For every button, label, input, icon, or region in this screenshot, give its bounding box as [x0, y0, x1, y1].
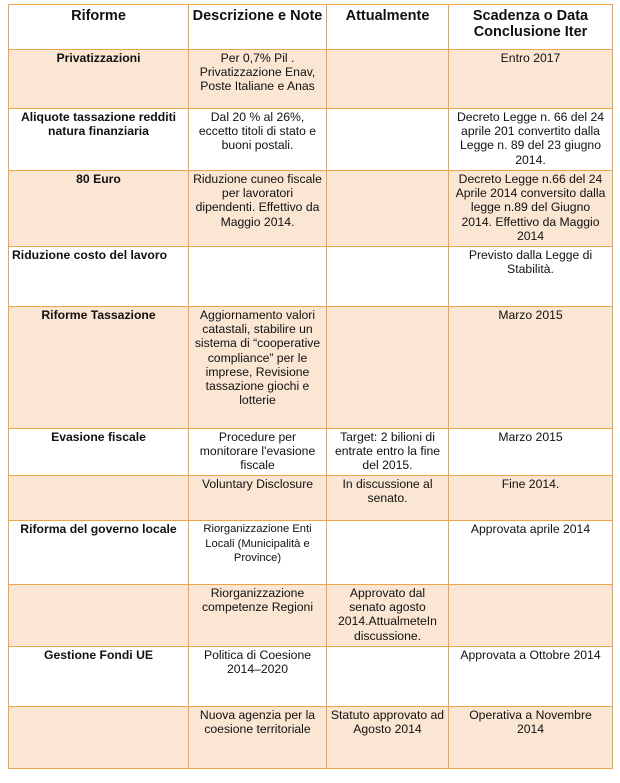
cell-descrizione: Nuova agenzia per la coesione territoriale	[189, 707, 327, 769]
reforms-table	[8, 4, 613, 769]
cell-scadenza: Approvata a Ottobre 2014	[449, 647, 613, 707]
cell-riforma: Riforma del governo locale	[9, 521, 189, 585]
header-attualmente: Attualmente	[327, 5, 449, 50]
cell-attualmente	[327, 307, 449, 429]
cell-riforma: Gestione Fondi UE	[9, 647, 189, 707]
table-row	[9, 521, 613, 585]
cell-scadenza	[449, 585, 613, 647]
cell-descrizione: Per 0,7% Pil . Privatizzazione Enav, Poste Italiane e Anas	[189, 50, 327, 109]
cell-riforma: Aliquote tassazione redditi natura finanziaria	[9, 109, 189, 171]
header-descrizione: Descrizione e Note	[189, 5, 327, 50]
cell-attualmente: In discussione al senato.	[327, 476, 449, 521]
cell-attualmente: Statuto approvato ad Agosto 2014	[327, 707, 449, 769]
cell-attualmente: Approvato dal senato agosto 2014.AttualmeteIn discussione.	[327, 585, 449, 647]
cell-descrizione: Dal 20 % al 26%, eccetto titoli di stato e buoni postali.	[189, 109, 327, 171]
cell-attualmente	[327, 647, 449, 707]
cell-scadenza: Approvata aprile 2014	[449, 521, 613, 585]
cell-descrizione	[189, 247, 327, 307]
cell-scadenza: Marzo 2015	[449, 429, 613, 476]
table-row	[9, 647, 613, 707]
cell-attualmente	[327, 247, 449, 307]
table-row	[9, 707, 613, 769]
table-row	[9, 307, 613, 429]
cell-descrizione: Riorganizzazione Enti Locali (Municipalità e Province)	[189, 521, 327, 585]
cell-scadenza: Fine 2014.	[449, 476, 613, 521]
table-row	[9, 476, 613, 521]
cell-scadenza: Operativa a Novembre 2014	[449, 707, 613, 769]
cell-attualmente: Target: 2 bilioni di entrate entro la fine del 2015.	[327, 429, 449, 476]
cell-riforma	[9, 707, 189, 769]
cell-riforma: Riduzione costo del lavoro	[9, 247, 189, 307]
header-scadenza: Scadenza o Data Conclusione Iter	[449, 5, 613, 50]
table-row	[9, 171, 613, 247]
cell-scadenza: Marzo 2015	[449, 307, 613, 429]
cell-descrizione: Aggiornamento valori catastali, stabilire un sistema di “cooperative compliance” per le imprese, Revisione tassazione giochi e lotterie	[189, 307, 327, 429]
cell-attualmente	[327, 50, 449, 109]
cell-attualmente	[327, 109, 449, 171]
cell-scadenza: Decreto Legge n. 66 del 24 aprile 201 convertito dalla Legge n. 89 del 23 giugno 2014.	[449, 109, 613, 171]
cell-descrizione: Riorganizzazione competenze Regioni	[189, 585, 327, 647]
table-header-row	[9, 5, 613, 50]
header-riforme: Riforme	[9, 5, 189, 50]
cell-scadenza: Decreto Legge n.66 del 24 Aprile 2014 conversito dalla legge n.89 del Giugno 2014. Effettivo da Maggio 2014	[449, 171, 613, 247]
cell-riforma	[9, 476, 189, 521]
cell-riforma: Evasione fiscale	[9, 429, 189, 476]
cell-descrizione: Procedure per monitorare l'evasione fiscale	[189, 429, 327, 476]
table-row	[9, 429, 613, 476]
cell-descrizione: Voluntary Disclosure	[189, 476, 327, 521]
cell-scadenza: Previsto dalla Legge di Stabilità.	[449, 247, 613, 307]
cell-riforma	[9, 585, 189, 647]
table-row	[9, 50, 613, 109]
cell-attualmente	[327, 171, 449, 247]
cell-riforma: Riforme Tassazione	[9, 307, 189, 429]
cell-riforma: 80 Euro	[9, 171, 189, 247]
cell-descrizione: Riduzione cuneo fiscale per lavoratori dipendenti. Effettivo da Maggio 2014.	[189, 171, 327, 247]
cell-descrizione: Politica di Coesione 2014–2020	[189, 647, 327, 707]
cell-attualmente	[327, 521, 449, 585]
table-row	[9, 247, 613, 307]
cell-riforma: Privatizzazioni	[9, 50, 189, 109]
cell-scadenza: Entro 2017	[449, 50, 613, 109]
reforms-table-container	[8, 4, 613, 769]
table-row	[9, 585, 613, 647]
table-row	[9, 109, 613, 171]
